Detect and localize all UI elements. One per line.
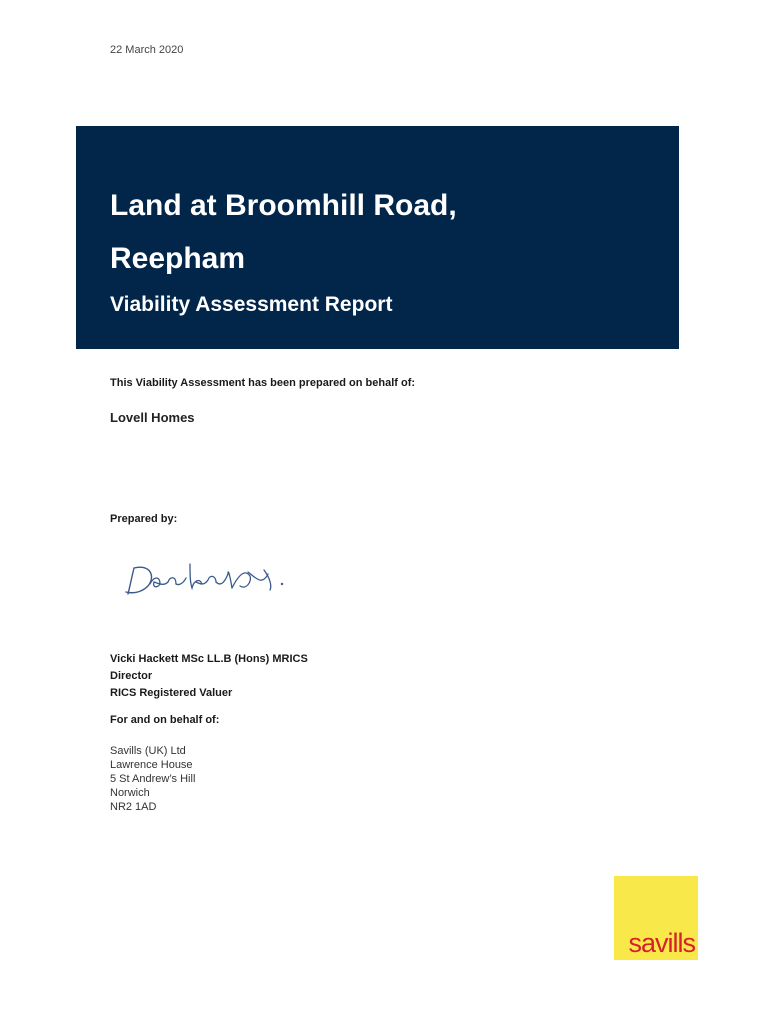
prepared-by-label: Prepared by:: [110, 513, 178, 525]
report-date: 22 March 2020: [110, 44, 184, 56]
report-subtitle: Viability Assessment Report: [110, 293, 393, 316]
logo-wordmark: savills: [628, 928, 695, 958]
report-title: [110, 179, 650, 285]
signatory-name: Vicki Hackett MSc LL.B (Hons) MRICS: [110, 653, 308, 665]
title-line-2: Reepham: [110, 242, 246, 275]
signatory-qualification: RICS Registered Valuer: [110, 687, 233, 699]
address-line: Norwich: [110, 787, 150, 799]
title-line-1: Land at Broomhill Road,: [110, 189, 457, 222]
client-name: Lovell Homes: [110, 410, 195, 425]
address-line: 5 St Andrew’s Hill: [110, 773, 196, 785]
signatory-role: Director: [110, 670, 153, 682]
title-banner: [76, 126, 679, 349]
signatory-block: [110, 651, 308, 702]
company-address: [110, 744, 195, 814]
address-line: NR2 1AD: [110, 801, 157, 813]
on-behalf-label: For and on behalf of:: [110, 714, 220, 726]
prepared-for-label: This Viability Assessment has been prepared on behalf of:: [110, 377, 416, 389]
address-line: Savills (UK) Ltd: [110, 745, 186, 757]
address-line: Lawrence House: [110, 759, 193, 771]
savills-logo: [614, 876, 698, 960]
handwritten-signature: [120, 556, 300, 604]
